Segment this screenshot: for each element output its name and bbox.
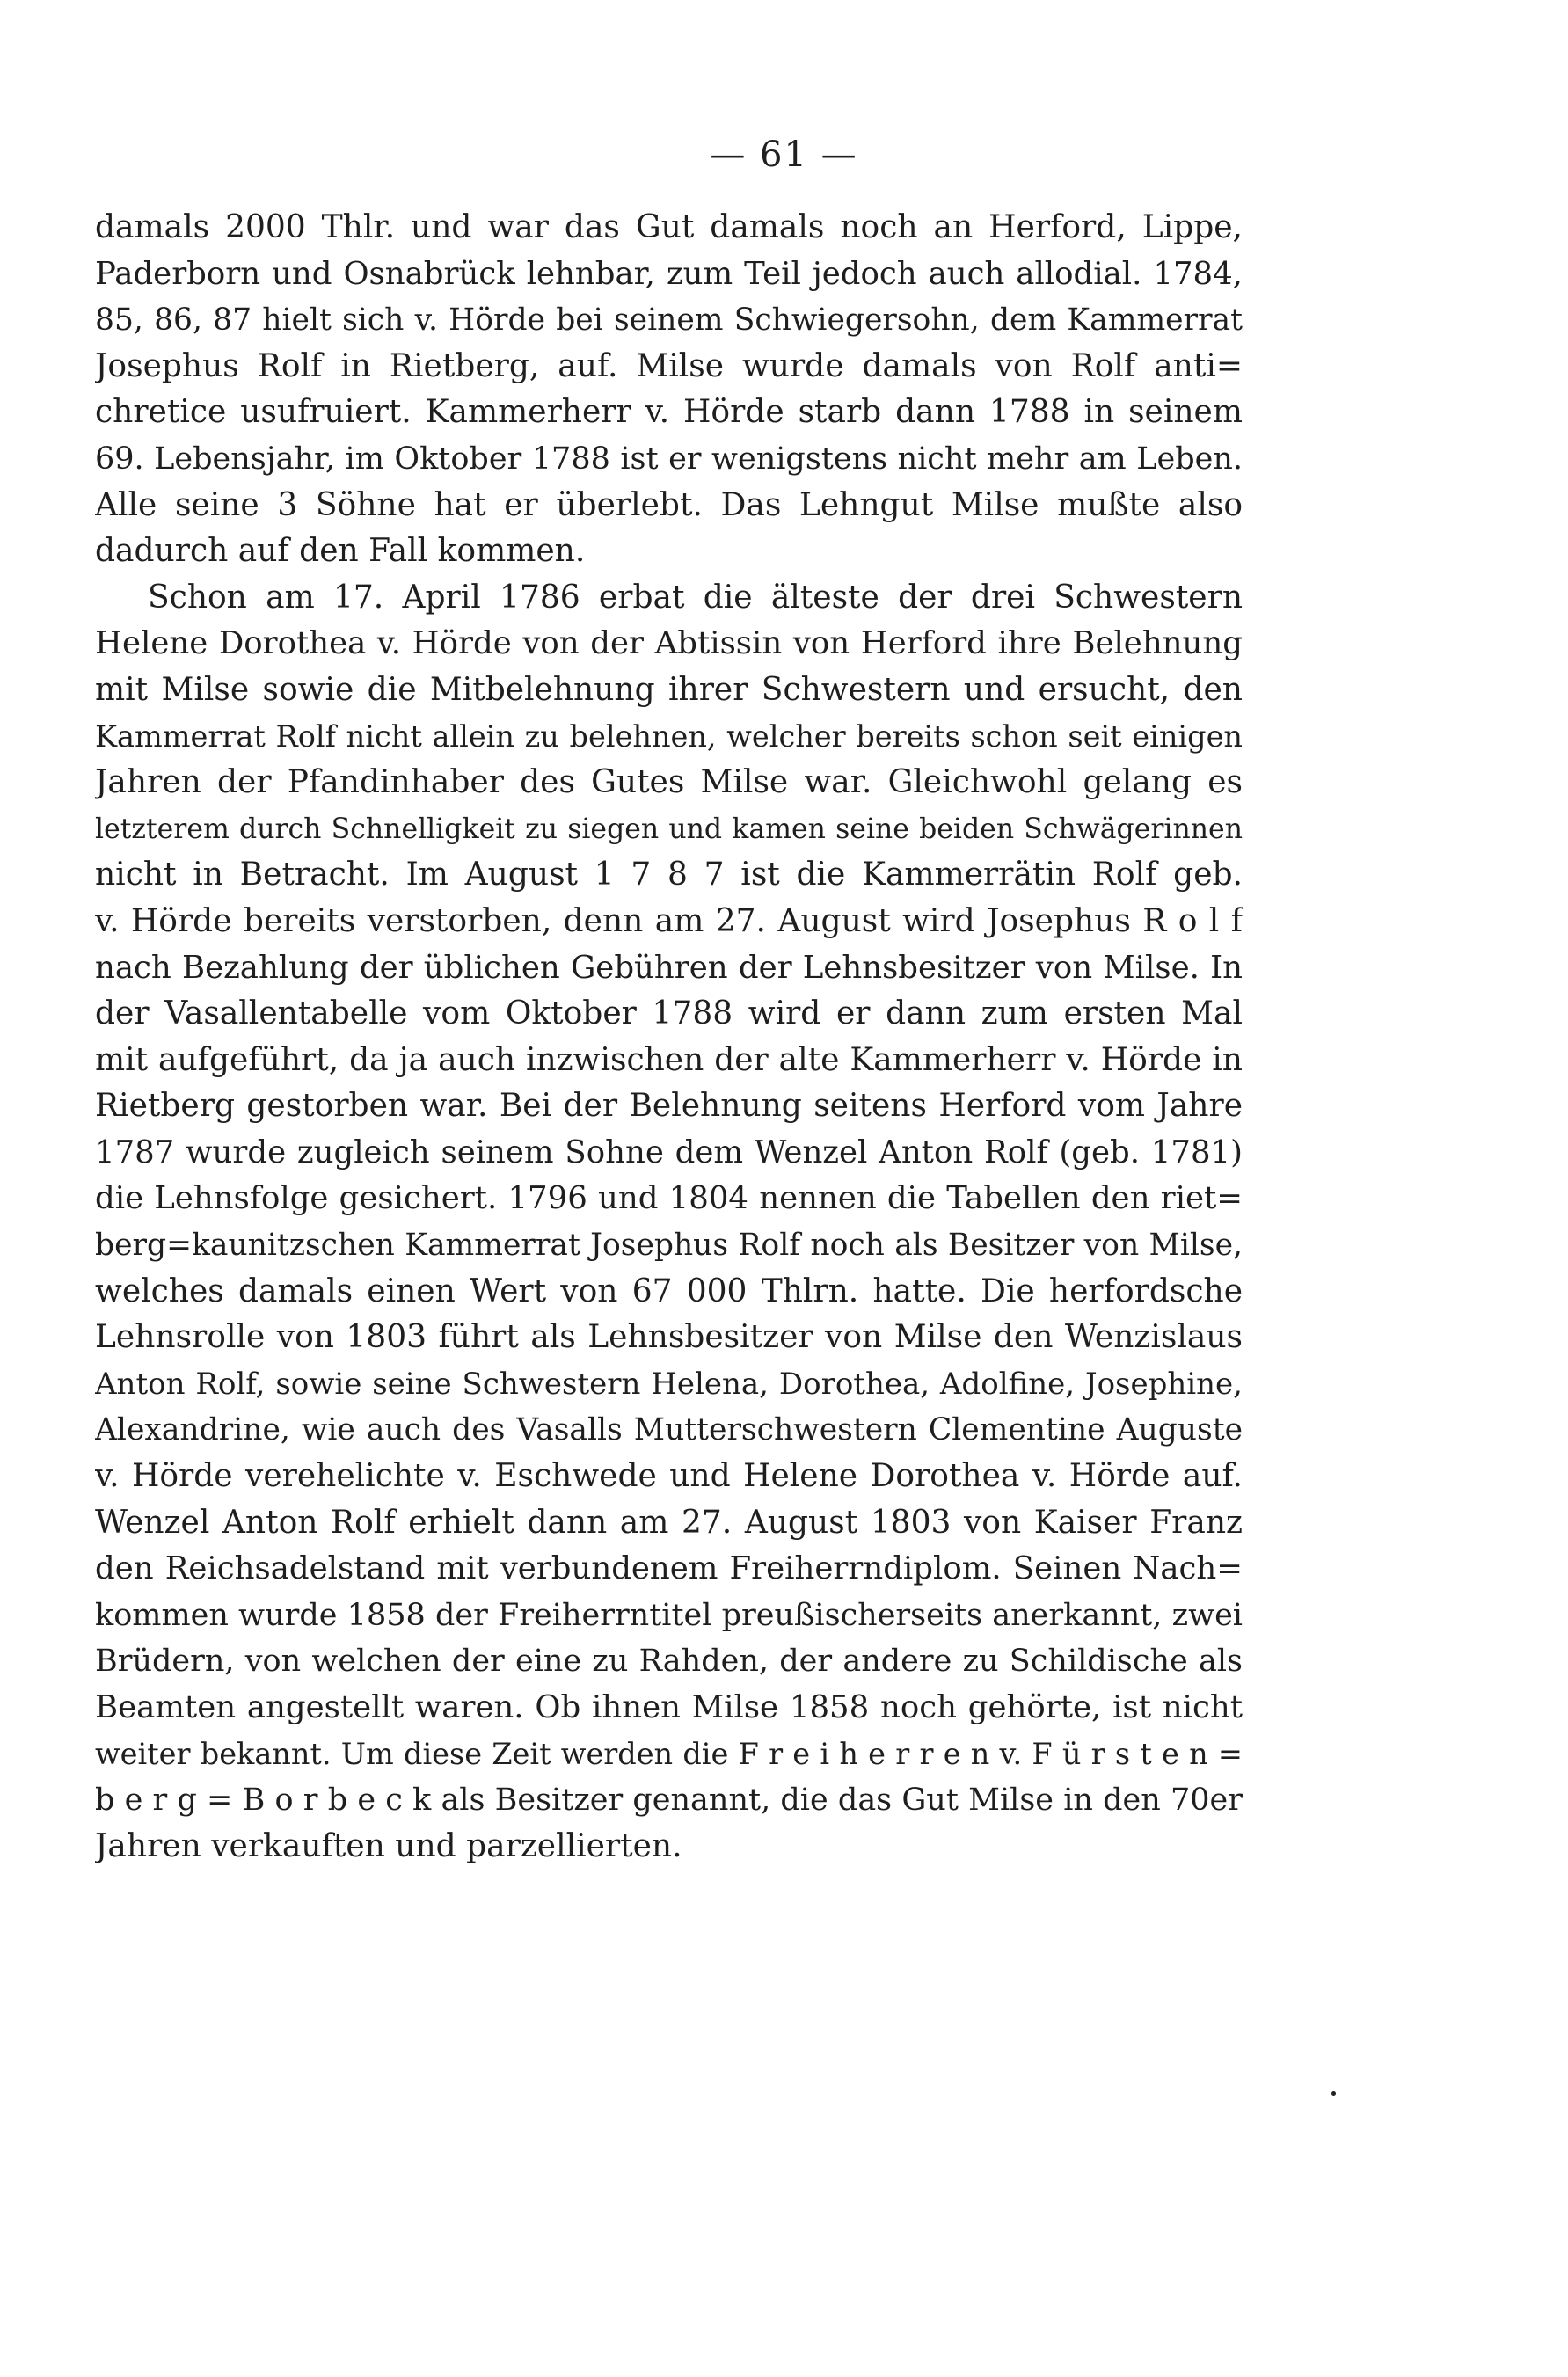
text-line: b e r g = B o r b e c k als Besitzer genannt, die das Gut Milse in den 70er [95, 1783, 1243, 1819]
text-line: mit aufgeführt, da ja auch inzwischen der alte Kammerherr v. Hörde in [95, 1041, 1243, 1078]
text-line: Brüdern, von welchen der eine zu Rahden, der andere zu Schildische als [95, 1644, 1243, 1680]
text-line: damals 2000 Thlr. und war das Gut damals noch an Herford, Lippe, [95, 209, 1243, 245]
text-line: Kammerrat Rolf nicht allein zu belehnen, welcher bereits schon seit einigen [95, 718, 1243, 754]
text-line: Alexandrine, wie auch des Vasalls Mutterschwestern Clementine Auguste [95, 1412, 1243, 1448]
text-line: dadurch auf den Fall kommen. [95, 533, 586, 570]
text-line: den Reichsadelstand mit verbundenem Freiherrndiplom. Seinen Nach= [95, 1550, 1243, 1587]
text-line: kommen wurde 1858 der Freiherrntitel preußischerseits anerkannt, zwei [95, 1597, 1243, 1633]
text-line: welches damals einen Wert von 67 000 Thlrn. hatte. Die herfordsche [95, 1272, 1243, 1309]
text-line: Wenzel Anton Rolf erhielt dann am 27. August 1803 von Kaiser Franz [95, 1504, 1243, 1541]
text-line: Jahren der Pfandinhaber des Gutes Milse war. Gleichwohl gelang es [95, 764, 1243, 801]
text-line: nicht in Betracht. Im August 1 7 8 7 ist die Kammerrätin Rolf geb. [95, 857, 1243, 893]
text-line: Alle seine 3 Söhne hat er überlebt. Das Lehngut Milse mußte also [95, 486, 1243, 523]
text-line: Josephus Rolf in Rietberg, auf. Milse wurde damals von Rolf anti= [95, 347, 1243, 384]
text-line: weiter bekannt. Um diese Zeit werden die F r e i h e r r e n v. F ü r s t e n = [95, 1736, 1243, 1771]
text-line: chretice usufruiert. Kammerherr v. Hörde starb dann 1788 in seinem [95, 394, 1243, 431]
text-line: Rietberg gestorben war. Bei der Belehnung seitens Herford vom Jahre [95, 1088, 1243, 1125]
text-line: Lehnsrolle von 1803 führt als Lehnsbesitzer von Milse den Wenzislaus [95, 1319, 1243, 1356]
text-line: Paderborn und Osnabrück lehnbar, zum Teil jedoch auch allodial. 1784, [95, 255, 1243, 292]
text-line: nach Bezahlung der üblichen Gebühren der Lehnsbesitzer von Milse. In [95, 949, 1243, 986]
text-line: der Vasallentabelle vom Oktober 1788 wird er dann zum ersten Mal [95, 995, 1243, 1032]
text-line: 69. Lebensjahr, im Oktober 1788 ist er wenigstens nicht mehr am Leben. [95, 441, 1243, 477]
body-text [95, 205, 1243, 1870]
text-line: Schon am 17. April 1786 erbat die älteste der drei Schwestern [148, 579, 1243, 616]
text-line: v. Hörde verehelichte v. Eschwede und Helene Dorothea v. Hörde auf. [95, 1458, 1243, 1495]
text-line: v. Hörde bereits verstorben, denn am 27. August wird Josephus R o l f [95, 902, 1243, 939]
text-line: die Lehnsfolge gesichert. 1796 und 1804 nennen die Tabellen den riet= [95, 1180, 1243, 1217]
page-number: — 61 — [710, 135, 858, 175]
text-line: Helene Dorothea v. Hörde von der Abtissin von Herford ihre Belehnung [95, 625, 1243, 662]
text-line: letzterem durch Schnelligkeit zu siegen und kamen seine beiden Schwägerinnen [95, 813, 1243, 845]
text-line: Jahren verkauften und parzellierten. [95, 1827, 682, 1864]
text-line: 1787 wurde zugleich seinem Sohne dem Wenzel Anton Rolf (geb. 1781) [95, 1134, 1243, 1170]
text-line: 85, 86, 87 hielt sich v. Hörde bei seinem Schwiegersohn, dem Kammerrat [95, 303, 1243, 339]
text-line: berg=kaunitzschen Kammerrat Josephus Rolf noch als Besitzer von Milse, [95, 1228, 1243, 1264]
ink-speck [1331, 2091, 1336, 2096]
text-line: mit Milse sowie die Mitbelehnung ihrer Schwestern und ersucht, den [95, 671, 1243, 708]
text-line: Beamten angestellt waren. Ob ihnen Milse 1858 noch gehörte, ist nicht [95, 1689, 1243, 1725]
text-line: Anton Rolf, sowie seine Schwestern Helena, Dorothea, Adolfine, Josephine, [95, 1366, 1243, 1402]
